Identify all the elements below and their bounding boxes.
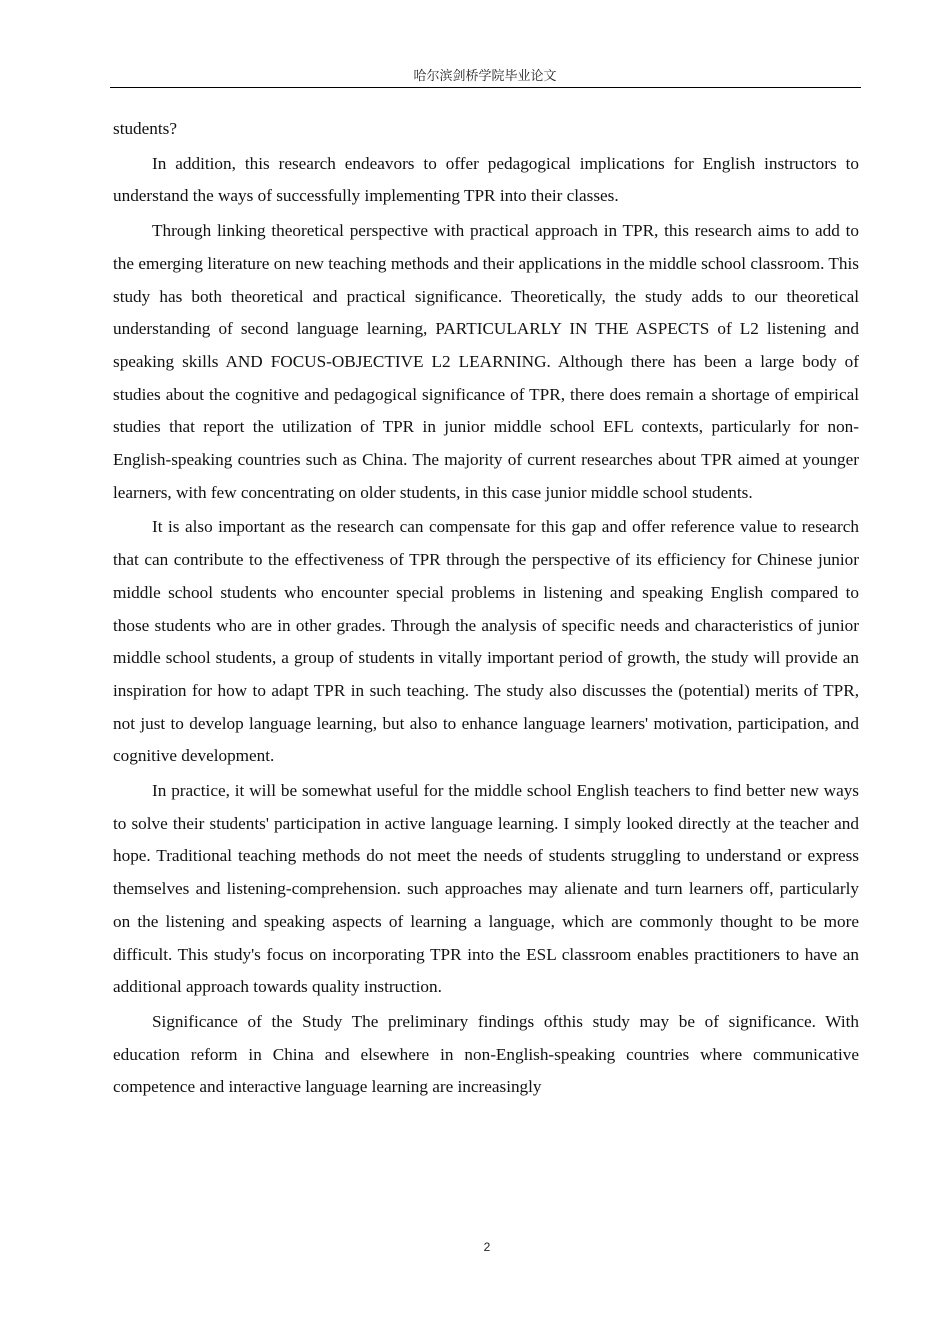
- paragraph: In practice, it will be somewhat useful for the middle school English teachers to find better new ways to solve their students' participation in active language learning. I simply looked directly at the teacher and hope. Traditional teaching methods do not meet the needs of students struggling to understand or express themselves and listening-comprehension. such approaches may alienate and turn learners off, particularly on the listening and speaking aspects of learning a language, which are commonly thought to be more difficult. This study's focus on incorporating TPR into the ESL classroom enables practitioners to have an additional approach towards quality instruction.: [113, 781, 859, 997]
- header-rule: [110, 87, 861, 88]
- paragraph: Significance of the Study The preliminary findings ofthis study may be of significance. With education reform in China and elsewhere in non-English-speaking countries where communicative competence and interactive language learning are increasingly: [113, 1011, 859, 1097]
- page-header-title: 哈尔滨剑桥学院毕业论文: [413, 69, 557, 84]
- document-body: [113, 113, 859, 1106]
- paragraph: In addition, this research endeavors to offer pedagogical implications for English instructors to understand the ways of successfully implementing TPR into their classes.: [113, 153, 859, 206]
- paragraph: Through linking theoretical perspective with practical approach in TPR, this research aims to add to the emerging literature on new teaching methods and their applications in the middle school classroom. This study has both theoretical and practical significance. Theoretically, the study adds to our theoretical understanding of second language learning, PARTICULARLY IN THE ASPECTS of L2 listening and speaking skills AND FOCUS-OBJECTIVE L2 LEARNING. Although there has been a large body of studies about the cognitive and pedagogical significance of TPR, there does remain a shortage of empirical studies that report the utilization of TPR in junior middle school EFL contexts, particularly for non- English-speaking countries such as China. The majority of current researches about TPR aimed at younger learners, with few concentrating on older students, in this case junior middle school students.: [113, 221, 859, 502]
- paragraph: It is also important as the research can compensate for this gap and offer reference value to research that can contribute to the effectiveness of TPR through the perspective of its efficiency for Chinese junior middle school students who encounter special problems in listening and speaking English compared to those students who are in other grades. Through the analysis of specific needs and characteristics of junior middle school students, a group of students in vitally important period of growth, the study will provide an inspiration for how to adapt TPR in such teaching. The study also discusses the (potential) merits of TPR, not just to develop language learning, but also to enhance language learners' motivation, participation, and cognitive development.: [113, 517, 859, 766]
- paragraph: students?: [113, 119, 177, 138]
- page-number: 2: [483, 1240, 491, 1254]
